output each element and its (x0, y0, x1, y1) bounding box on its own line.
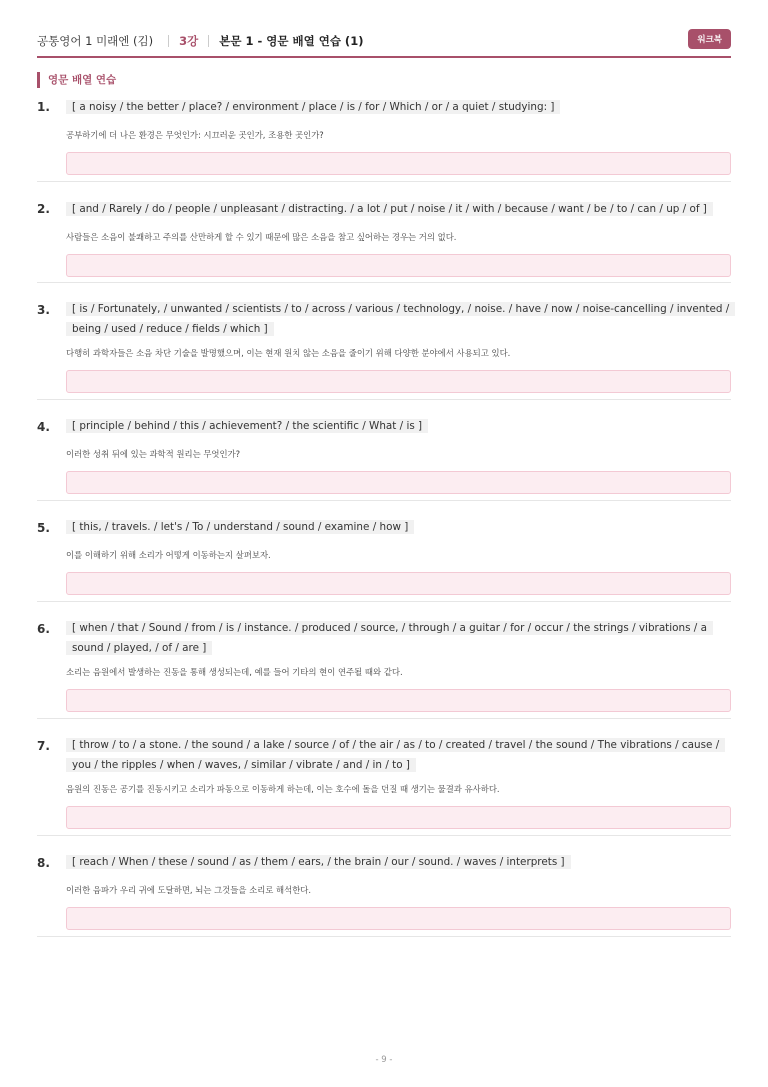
korean-translation: 이러한 음파가 우리 귀에 도달하면, 뇌는 그것들을 소리로 해석한다. (66, 885, 312, 895)
scrambled-words (66, 400, 731, 436)
word-box: [ when / that / Sound / from / is / instance. / produced / source, / through / a guitar / for / occur / the strings / vibrations / a sound / played, / of / are ] (66, 621, 713, 655)
section-title: 영문 배열 연습 (37, 72, 116, 88)
header-divider (208, 35, 209, 47)
scrambled-words (66, 719, 731, 775)
page-header (37, 26, 731, 58)
scrambled-words (66, 602, 731, 658)
item-number: 5. (37, 521, 50, 535)
scrambled-words (66, 501, 731, 537)
answer-box[interactable] (66, 907, 731, 930)
korean-translation: 소리는 음원에서 발생하는 진동을 통해 생성되는데, 예를 들어 기타의 현이 연주될 때와 같다. (66, 667, 403, 677)
word-box: [ principle / behind / this / achievement? / the scientific / What / is ] (66, 419, 428, 433)
exercise-item (37, 182, 731, 283)
word-box: [ a noisy / the better / place? / environment / place / is / for / Which / or / a quiet / studying: ] (66, 100, 560, 114)
scrambled-words (66, 836, 731, 872)
korean-translation: 이러한 성취 뒤에 있는 과학적 원리는 무엇인가? (66, 449, 241, 459)
lesson-label: 3강 (179, 34, 199, 48)
answer-box[interactable] (66, 370, 731, 393)
answer-box[interactable] (66, 689, 731, 712)
word-box: [ reach / When / these / sound / as / them / ears, / the brain / our / sound. / waves / interprets ] (66, 855, 571, 869)
exercise-item (37, 283, 731, 400)
book-title: 공통영어 1 미래엔 (김) (37, 34, 154, 48)
word-box: [ and / Rarely / do / people / unpleasant / distracting. / a lot / put / noise / it / with / because / want / be / to / can / up / of ] (66, 202, 713, 216)
word-box: [ this, / travels. / let's / To / understand / sound / examine / how ] (66, 520, 414, 534)
header-divider (168, 35, 169, 47)
answer-box[interactable] (66, 572, 731, 595)
exercise-item (37, 400, 731, 501)
korean-translation: 사람들은 소음이 불쾌하고 주의를 산만하게 할 수 있기 때문에 많은 소음을 참고 싶어하는 경우는 거의 없다. (66, 232, 457, 242)
scrambled-words (66, 182, 731, 219)
answer-box[interactable] (66, 152, 731, 175)
item-number: 7. (37, 739, 50, 753)
exercise-item (37, 836, 731, 937)
korean-translation: 공부하기에 더 나은 환경은 무엇인가: 시끄러운 곳인가, 조용한 곳인가? (66, 130, 324, 140)
item-number: 2. (37, 202, 50, 216)
item-number: 3. (37, 303, 50, 317)
page-title: 본문 1 - 영문 배열 연습 (1) (219, 34, 364, 48)
workbook-badge: 워크북 (688, 29, 731, 49)
answer-box[interactable] (66, 471, 731, 494)
word-box: [ throw / to / a stone. / the sound / a lake / source / of / the air / as / to / created / travel / the sound / The vibrations / cause / you / the ripples / when / waves, / similar / vibrate / and / in / to ] (66, 738, 725, 772)
korean-translation: 음원의 진동은 공기를 진동시키고 소리가 파동으로 이동하게 하는데, 이는 호수에 돌을 던질 때 생기는 물결과 유사하다. (66, 784, 500, 794)
item-number: 6. (37, 622, 50, 636)
answer-box[interactable] (66, 806, 731, 829)
korean-translation: 이를 이해하기 위해 소리가 어떻게 이동하는지 살펴보자. (66, 550, 271, 560)
item-number: 4. (37, 420, 50, 434)
word-box: [ is / Fortunately, / unwanted / scientists / to / across / various / technology, / noise. / have / now / noise-cancelling / invented / being / used / reduce / fields / which ] (66, 302, 735, 336)
scrambled-words (66, 94, 731, 117)
exercise-item (37, 602, 731, 719)
exercise-item (37, 501, 731, 602)
exercise-item (37, 719, 731, 836)
answer-box[interactable] (66, 254, 731, 277)
item-number: 8. (37, 856, 50, 870)
exercise-item (37, 94, 731, 182)
exercise-list (37, 94, 731, 937)
scrambled-words (66, 283, 731, 339)
korean-translation: 다행히 과학자들은 소음 차단 기술을 발명했으며, 이는 현재 원치 않는 소음을 줄이기 위해 다양한 분야에서 사용되고 있다. (66, 348, 511, 358)
item-number: 1. (37, 100, 50, 114)
page-number: - 9 - (375, 1055, 393, 1065)
